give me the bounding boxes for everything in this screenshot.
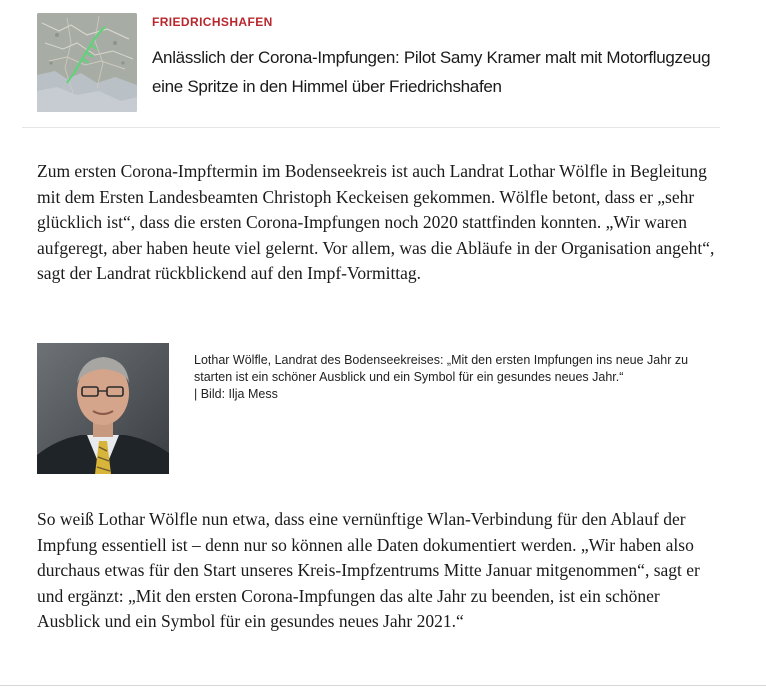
photo-credit: | Bild: Ilja Mess bbox=[194, 387, 278, 401]
article-paragraph: So weiß Lothar Wölfle nun etwa, dass eine vernünftige Wlan-Verbindung für den Ablauf der Impfung essentiell ist – denn nur so können alle Daten dokumentiert werden. „Wir haben also durchaus etwas für den Start unseres Kreis-Impfzentrums Mitte Januar mitgenommen“, sagt er und ergänzt: „Mit den ersten Corona-Impfungen das alte Jahr zu beenden, ist ein schöner Ausblick und ein Symbol für ein gesundes neues Jahr 2021.“ bbox=[37, 509, 700, 632]
article-figure bbox=[37, 343, 717, 475]
related-article-teaser[interactable] bbox=[22, 0, 720, 128]
map-thumbnail-image[interactable] bbox=[37, 13, 137, 112]
figure-caption bbox=[194, 352, 714, 403]
caption-text: Lothar Wölfle, Landrat des Bodenseekreises: „Mit den ersten Impfungen ins neue Jahr zu starten ist ein schöner Ausblick und ein Symbol für ein gesundes neues Jahr.“ bbox=[194, 353, 689, 384]
portrait-image-icon bbox=[37, 343, 169, 474]
map-thumbnail-icon bbox=[37, 13, 137, 112]
portrait-photo[interactable] bbox=[37, 343, 169, 474]
divider bbox=[0, 685, 766, 686]
article-paragraph: Zum ersten Corona-Impftermin im Bodenseekreis ist auch Landrat Lothar Wölfle in Begleitung mit dem Ersten Landesbeamten Christoph Keckeisen gekommen. Wölfle betont, dass er „sehr glücklich ist“, dass die ersten Corona-Impfungen noch 2020 stattfinden konnten. „Wir waren aufgeregt, aber haben heute viel gelernt. Vor allem, was die Abläufe in der Organisation angeht“, sagt der Landrat rückblickend auf den Impf-Vormittag. bbox=[37, 161, 715, 284]
teaser-headline-link[interactable]: Anlässlich der Corona-Impfungen: Pilot Samy Kramer malt mit Motorflugzeug eine Spritze in den Himmel über Friedrichshafen bbox=[152, 48, 711, 96]
teaser-kicker: FRIEDRICHSHAFEN bbox=[152, 15, 273, 29]
